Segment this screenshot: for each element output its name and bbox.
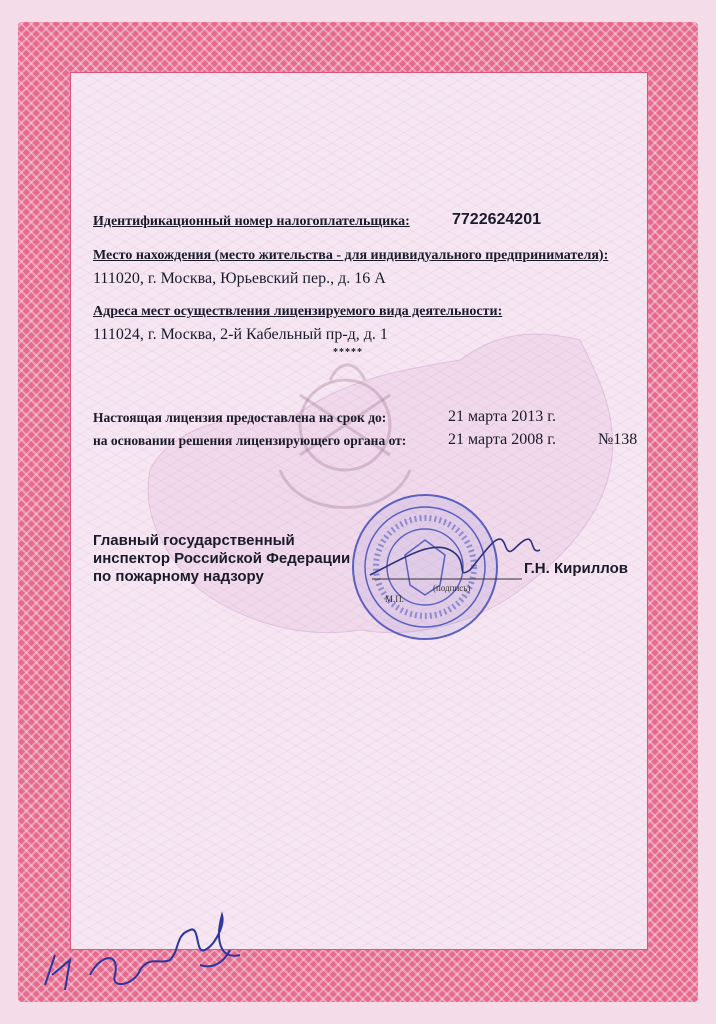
- decision-label: на основании решения лицензирующего органа от:: [93, 433, 407, 448]
- inn-value: 7722624201: [452, 211, 541, 228]
- activity-address-value: 111024, г. Москва, 2-й Кабельный пр-д, д. 1: [93, 326, 388, 343]
- seal-caption: М.П.: [385, 594, 405, 604]
- signatory-title-line: по пожарному надзору: [93, 568, 264, 585]
- official-seal-stamp: [353, 495, 497, 639]
- location-label: Место нахождения (место жительства - для индивидуального предпринимателя):: [93, 248, 609, 263]
- signatory-title: [93, 532, 350, 586]
- signatory-name: Г.Н. Кириллов: [524, 560, 628, 577]
- inn-label: Идентификационный номер налогоплательщика:: [93, 214, 410, 229]
- validity-value: 21 марта 2013 г.: [448, 408, 556, 425]
- handwritten-signature-bottom: [45, 915, 240, 990]
- activity-address-label: Адреса мест осуществления лицензируемого вида деятельности:: [93, 304, 503, 319]
- signatory-title-line: инспектор Российской Федерации: [93, 550, 351, 567]
- decision-number: №138: [598, 431, 638, 448]
- decision-date: 21 марта 2008 г.: [448, 431, 556, 448]
- validity-label: Настоящая лицензия предоставлена на срок до:: [93, 410, 387, 425]
- signature-caption: (подпись): [433, 583, 471, 593]
- signatory-title-line: Главный государственный: [93, 532, 295, 549]
- separator-stars: *****: [333, 347, 363, 358]
- location-value: 111020, г. Москва, Юрьевский пер., д. 16 А: [93, 270, 386, 287]
